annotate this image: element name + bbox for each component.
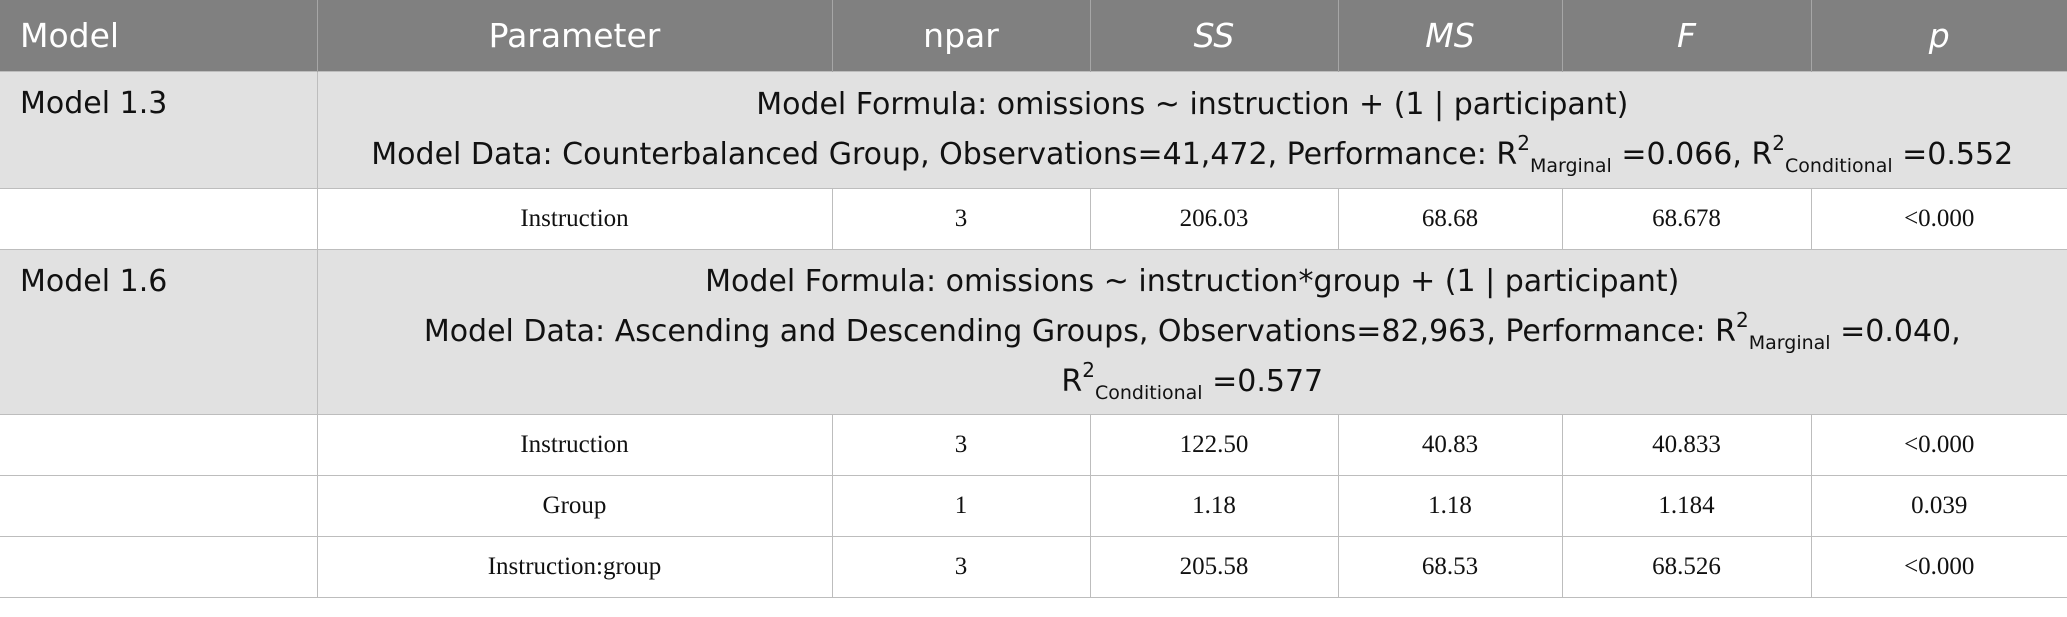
model-formula: Model Formula: omissions ~ instruction + (1 | participant) [756,87,1629,122]
p-cell: 0.039 [1811,476,2067,537]
model-cell-empty [0,537,317,598]
model-cell-empty [0,189,317,250]
ms-cell: 1.18 [1338,476,1562,537]
model-data-line: Model Data: Counterbalanced Group, Observations=41,472, Performance: $R^2_{Marginal} =0.066$, $R^2_{Conditional} =0.552$ [371,131,2014,177]
ms-cell: 68.53 [1338,537,1562,598]
model-header-row [0,72,2067,189]
npar-cell: 1 [832,476,1090,537]
header-model: Model [0,0,317,72]
table-row [0,537,2067,598]
f-cell: 68.526 [1562,537,1811,598]
model-data-line: Model Data: Ascending and Descending Groups, Observations=82,963, Performance: $R^2_{Marginal} =0.040$, [423,308,1961,354]
npar-cell: 3 [832,415,1090,476]
header-f: F [1562,0,1811,72]
p-cell: <0.000 [1811,189,2067,250]
table-row [0,476,2067,537]
p-cell: <0.000 [1811,415,2067,476]
parameter-cell: Group [317,476,832,537]
parameter-cell: Instruction:group [317,537,832,598]
header-ss: SS [1090,0,1338,72]
parameter-cell: Instruction [317,415,832,476]
p-cell: <0.000 [1811,537,2067,598]
table-row [0,189,2067,250]
header-p: p [1811,0,2067,72]
ss-cell: 1.18 [1090,476,1338,537]
npar-cell: 3 [832,537,1090,598]
model-data-line-cont: $R^2_{Conditional} =0.577$ [1061,358,1324,404]
header-parameter: Parameter [317,0,832,72]
npar-cell: 3 [832,189,1090,250]
model-cell-empty [0,476,317,537]
ss-cell: 122.50 [1090,415,1338,476]
model-header-row [0,250,2067,415]
model-formula: Model Formula: omissions ~ instruction*group + (1 | participant) [705,264,1680,299]
f-cell: 1.184 [1562,476,1811,537]
header-ms: MS [1338,0,1562,72]
f-cell: 68.678 [1562,189,1811,250]
header-npar: npar [832,0,1090,72]
header-row [0,0,2067,72]
model-description [317,72,2067,189]
model-cell-empty [0,415,317,476]
parameter-cell: Instruction [317,189,832,250]
table-row [0,415,2067,476]
ms-cell: 40.83 [1338,415,1562,476]
ms-cell: 68.68 [1338,189,1562,250]
model-name: Model 1.3 [0,72,317,189]
f-cell: 40.833 [1562,415,1811,476]
ss-cell: 206.03 [1090,189,1338,250]
model-name: Model 1.6 [0,250,317,415]
ss-cell: 205.58 [1090,537,1338,598]
model-description [317,250,2067,415]
